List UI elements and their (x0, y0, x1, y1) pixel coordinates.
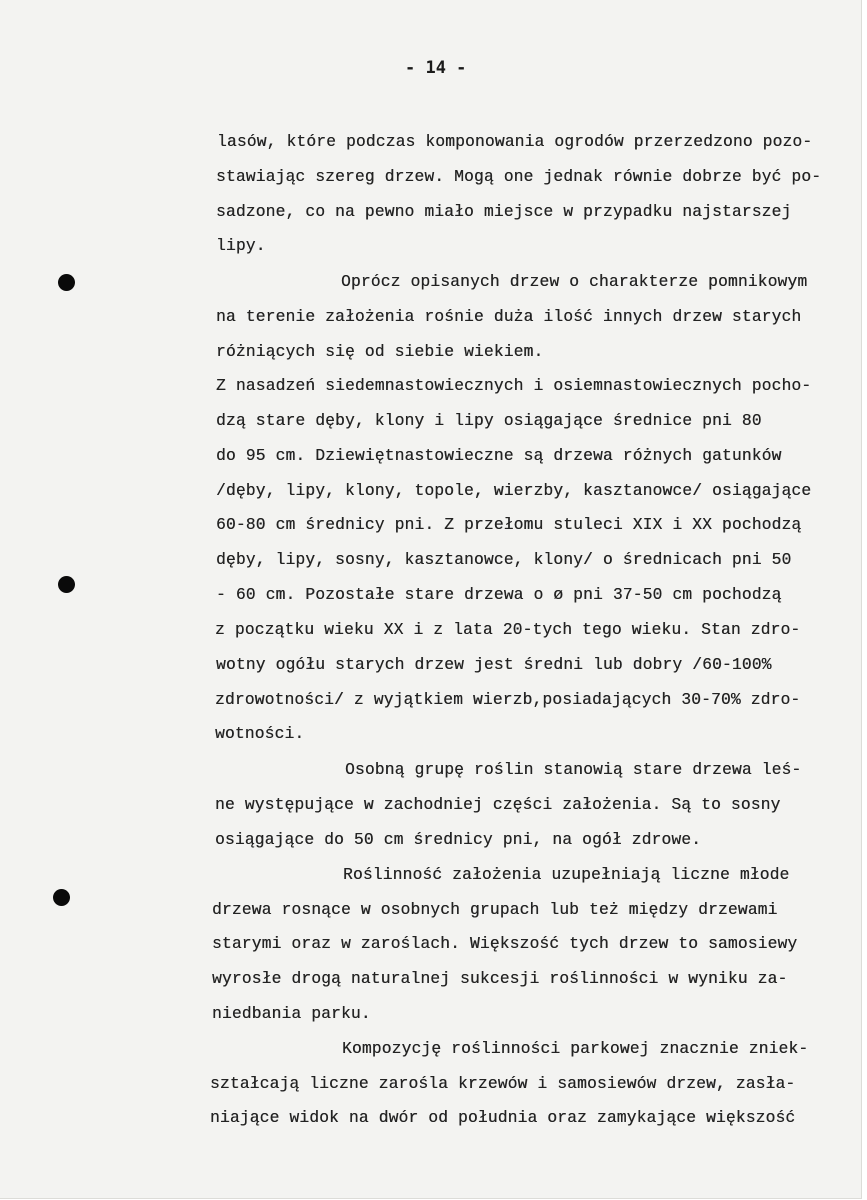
text-line: z początku wieku XX i z lata 20-tych tego wieku. Stan zdro- (215, 620, 801, 639)
text-line: ształcają liczne zarośla krzewów i samosiewów drzew, zasła- (210, 1074, 796, 1093)
text-line: 60-80 cm średnicy pni. Z przełomu stuleci XIX i XX pochodzą (216, 515, 802, 534)
text-line: Kompozycję roślinności parkowej znacznie zniek- (342, 1039, 809, 1058)
text-line: wotny ogółu starych drzew jest średni lub dobry /60-100% (216, 655, 772, 674)
text-line: drzewa rosnące w osobnych grupach lub też między drzewami (212, 900, 778, 919)
binder-hole-top (58, 274, 75, 291)
text-line: /dęby, lipy, klony, topole, wierzby, kasztanowce/ osiągające (216, 481, 812, 500)
text-line: lipy. (216, 236, 266, 255)
text-line: wyrosłe drogą naturalnej sukcesji roślinności w wyniku za- (212, 969, 788, 988)
text-line: Z nasadzeń siedemnastowiecznych i osiemnastowiecznych pocho- (216, 376, 812, 395)
text-line: różniących się od siebie wiekiem. (216, 342, 544, 361)
text-line: sadzone, co na pewno miało miejsce w przypadku najstarszej (216, 202, 792, 221)
text-line: zdrowotności/ z wyjątkiem wierzb,posiadających 30-70% zdro- (215, 690, 801, 709)
binder-hole-middle (58, 576, 75, 593)
text-line: - 60 cm. Pozostałe stare drzewa o ø pni 37-50 cm pochodzą (216, 585, 782, 604)
text-line: do 95 cm. Dziewiętnastowieczne są drzewa różnych gatunków (216, 446, 782, 465)
text-line: starymi oraz w zaroślach. Większość tych drzew to samosiewy (212, 934, 798, 953)
text-line: ne występujące w zachodniej części założenia. Są to sosny (215, 795, 781, 814)
page-number: - 14 - (405, 58, 467, 78)
text-line: lasów, które podczas komponowania ogrodów przerzedzono pozo- (217, 132, 813, 151)
text-line: niające widok na dwór od południa oraz zamykające większość (210, 1108, 796, 1127)
text-line: osiągające do 50 cm średnicy pni, na ogół zdrowe. (215, 830, 702, 849)
text-line: na terenie założenia rośnie duża ilość innych drzew starych (216, 307, 802, 326)
binder-hole-bottom (53, 889, 70, 906)
text-line: niedbania parku. (212, 1004, 371, 1023)
text-line: dęby, lipy, sosny, kasztanowce, klony/ o średnicach pni 50 (216, 550, 792, 569)
text-line: Oprócz opisanych drzew o charakterze pomnikowym (341, 272, 808, 291)
text-line: Roślinność założenia uzupełniają liczne młode (343, 865, 790, 884)
text-line: Osobną grupę roślin stanowią stare drzewa leś- (345, 760, 802, 779)
text-line: wotności. (215, 724, 305, 743)
text-line: dzą stare dęby, klony i lipy osiągające średnice pni 80 (216, 411, 762, 430)
text-line: stawiając szereg drzew. Mogą one jednak równie dobrze być po- (216, 167, 822, 186)
